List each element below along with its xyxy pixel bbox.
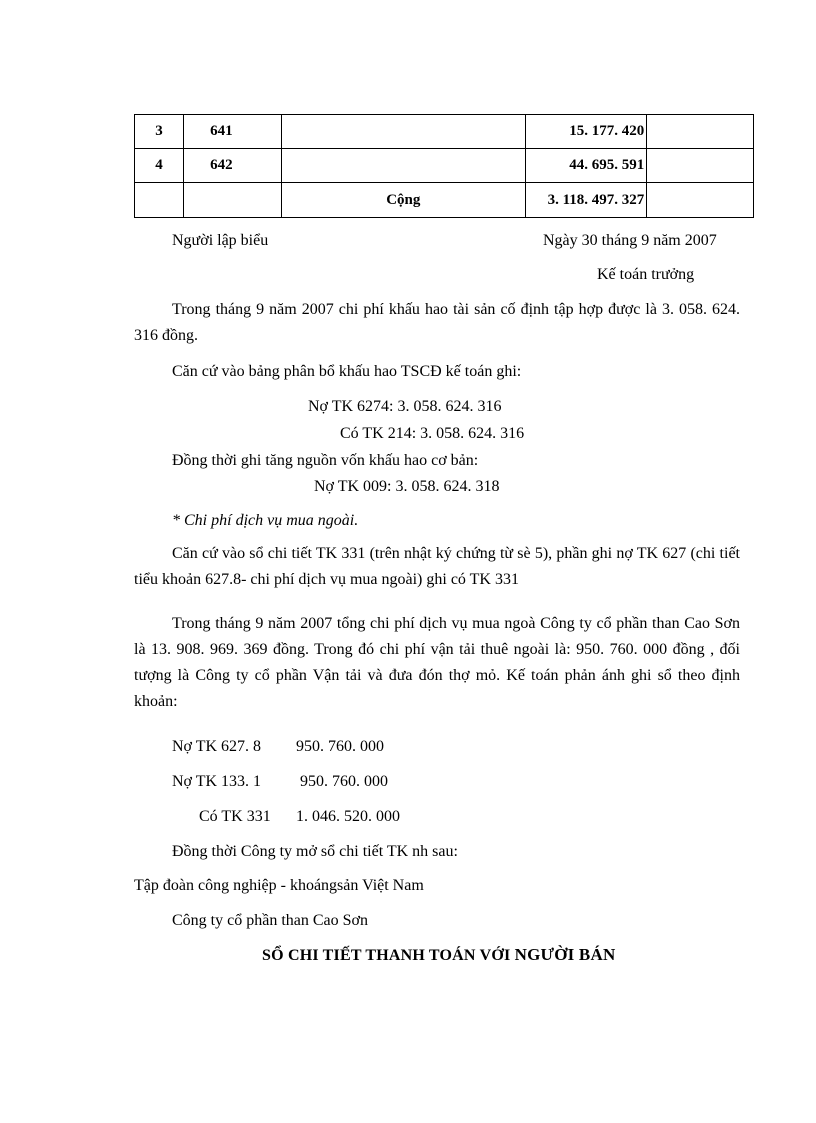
row-index: 3 xyxy=(135,115,184,149)
account-name xyxy=(281,115,525,149)
depreciation-basis: Căn cứ vào bảng phân bổ khấu hao TSCĐ kế toán ghi: xyxy=(172,363,522,380)
row-index: 4 xyxy=(135,149,184,183)
table-row xyxy=(135,149,754,183)
total-label: Cộng xyxy=(281,183,525,218)
entry-credit-331-label: Có TK 331 xyxy=(199,808,271,825)
table-row xyxy=(135,115,754,149)
account-name xyxy=(281,149,525,183)
services-heading: * Chi phí dịch vụ mua ngoài. xyxy=(172,512,359,529)
table-total-row xyxy=(135,183,754,218)
depreciation-allocation-table xyxy=(134,114,754,218)
entry-credit-331-value: 1. 046. 520. 000 xyxy=(296,808,400,825)
extra-cell xyxy=(647,183,754,218)
depreciation-paragraph: Trong tháng 9 năm 2007 chi phí khấu hao tài sản cố định tập hợp được là 3. 058. 624. 316 đồng. xyxy=(134,301,740,344)
extra-cell xyxy=(647,149,754,183)
debit-009: Nợ TK 009: 3. 058. 624. 318 xyxy=(314,478,500,495)
open-ledger-note: Đồng thời Công ty mở sổ chi tiết TK nh sau: xyxy=(172,843,458,860)
ledger-title xyxy=(262,945,615,966)
ledger-title-part1: SỔ CHI TIẾT THANH TOÁN VỚI xyxy=(262,947,511,964)
chief-accountant-label: Kế toán trưởng xyxy=(597,266,695,283)
entry-debit-1331-label: Nợ TK 133. 1 xyxy=(172,773,262,790)
extra-cell xyxy=(647,115,754,149)
ledger-title-part2: NGƯỜI BÁN xyxy=(514,945,616,964)
group-name: Tập đoàn công nghiệp - khoángsản Việt Nam xyxy=(134,877,424,894)
debit-6274: Nợ TK 6274: 3. 058. 624. 316 xyxy=(308,398,502,415)
services-paragraph-1: Căn cứ vào sổ chi tiết TK 331 (trên nhật ký chứng từ sè 5), phần ghi nợ TK 627 (chi tiết tiểu khoản 627.8- chi phí dịch vụ mua ngoài) ghi có TK 331 xyxy=(134,545,740,588)
account-code xyxy=(184,183,282,218)
row-index xyxy=(135,183,184,218)
entry-debit-1331-value: 950. 760. 000 xyxy=(300,773,388,790)
preparer-label: Người lập biểu xyxy=(172,232,269,249)
amount: 44. 695. 591 xyxy=(525,149,646,183)
entry-debit-6278-label: Nợ TK 627. 8 xyxy=(172,738,262,755)
amount: 15. 177. 420 xyxy=(525,115,646,149)
credit-214: Có TK 214: 3. 058. 624. 316 xyxy=(340,425,525,442)
services-paragraph-2: Trong tháng 9 năm 2007 tổng chi phí dịch vụ mua ngoà Công ty cổ phần than Cao Sơn là 13. 908. 969. 369 đồng. Trong đó chi phí vận tải thuê ngoài là: 950. 760. 000 đồng , đối tượng là Công ty cổ phần Vận tải và đưa đón thợ mỏ. Kế toán phản ánh ghi sổ theo định khoản: xyxy=(134,615,740,710)
company-name: Công ty cổ phần than Cao Sơn xyxy=(172,912,368,929)
signature-date: Ngày 30 tháng 9 năm 2007 xyxy=(543,232,717,249)
account-code: 641 xyxy=(184,115,282,149)
entry-debit-6278-value: 950. 760. 000 xyxy=(296,738,384,755)
account-code: 642 xyxy=(184,149,282,183)
simultaneous-note: Đồng thời ghi tăng nguồn vốn khấu hao cơ bản: xyxy=(172,452,479,469)
total-amount: 3. 118. 497. 327 xyxy=(525,183,646,218)
